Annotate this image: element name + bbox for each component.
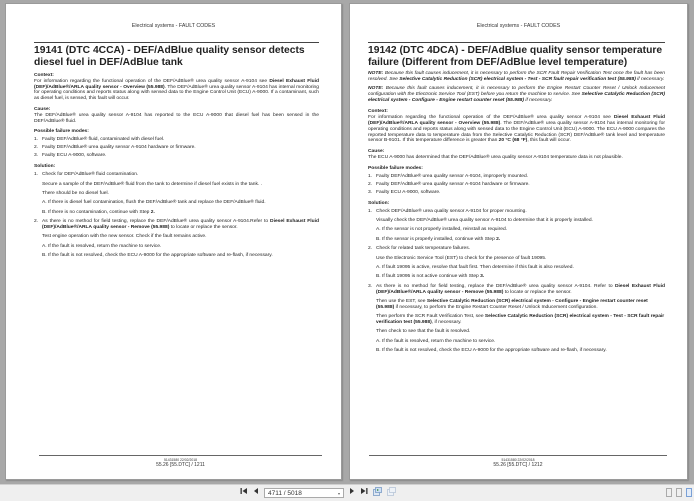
step-option-b: B. If the fault is not resolved, check the ECU A-9000 for the appropriate software and re-flash, if necessary. [376, 348, 607, 354]
step-option-a: A. If the fault is resolved, return the machine to service. [376, 338, 496, 344]
failure-mode-item: 2. Faulty DEF/AdBlue® urea quality sensor A-9104 hardware or firmware. [34, 145, 196, 151]
step-option-b: B. If fault 19095 is not active continue with Step 3. [376, 274, 485, 280]
failure-mode-item: 1. Faulty DEF/AdBlue® urea quality sensor A-9104, improperly mounted. [368, 173, 529, 179]
cause-text: The DEF/AdBlue® urea quality sensor A-9104 has reported to the ECU A-9000 that diesel fuel has been sensed in the DEF/AdBlue® fluid. [34, 112, 319, 124]
note-2: NOTE: Because this fault causes inducement, it is necessary to perform the Engine Restart Counter Reset / Unlock Inducement configuration with the Electronic Service Tool (EST) before you return the machine to service. See Selective Catalytic Reduction (SCR) electrical system - Configure - Engine restart counter reset (55.988) if necessary. [368, 86, 665, 103]
title-rule [34, 42, 319, 43]
restart-counter-link[interactable]: Selective Catalytic Reduction (SCR) electrical system - Configure - Engine restart counter reset (55.988) [368, 91, 665, 103]
solution-step-2: 2. Check for related tank temperature failures. [368, 246, 471, 252]
step-text: Use the Electronic Service Tool (EST) to check for the presence of fault 19095. [376, 255, 547, 261]
prev-page-icon[interactable] [253, 487, 259, 499]
verification-test-link[interactable]: Selective Catalytic Reduction (SCR) electrical system - Test - SCR fault repair verification test (55.988) [399, 76, 636, 82]
cause-heading: Cause: [368, 149, 385, 155]
context-text: For information regarding the functional operation of the DEF/AdBlue® urea quality sensor A-9104 see Diesel Exhaust Fluid (DEF)/AdBlue®/ARLA quality sensor - Overview (55.988). The DEF/AdBlue® urea quality sensor A-9104 has internal monitoring for operating conditions and reports status along with sensed data to the Engine Control Unit (ECU) A-9000. If a contaminant, such as diesel fuel, is sensed, this fault will occur. [34, 78, 319, 102]
page-title: 19141 (DTC 4CCA) - DEF/AdBlue quality sensor detects diesel fuel in DEF/AdBlue tank [34, 45, 305, 68]
single-page-view-icon[interactable] [666, 488, 672, 497]
running-head: Electrical systems - FAULT CODES [131, 23, 216, 29]
step-option-b: B. If the fault is not resolved, check the ECU A-9000 for the appropriate software and re-flash, if necessary. [42, 253, 273, 259]
solution-step-1: 1. Check for DEF/AdBlue® fluid contamination. [34, 172, 139, 178]
restart-counter-link[interactable]: Selective Catalytic Reduction (SCR) electrical system - Configure - Engine restart counter reset (55.988) [376, 298, 648, 310]
solution-step-3: 3. As there is no method for field testing, replace the DEF/AdBlue® urea quality sensor A-9104. Refer to Diesel Exhaust Fluid (DEF)/AdBlue®/ARLA quality sensor - Remove (55.988) to locate or replace the sensor. [368, 283, 665, 295]
step-option-a: A. If the fault is resolved, return the machine to service. [42, 243, 162, 249]
failure-mode-item: 2. Faulty DEF/AdBlue® urea quality sensor A-9104 hardware or firmware. [368, 181, 530, 187]
failure-mode-item: 1. Faulty DEF/AdBlue® fluid, contaminated with diesel fuel. [34, 137, 165, 143]
step-option-a: A. If there is diesel fuel contamination, flush the DEF/AdBlue® tank and replace the DEF/AdBlue® fluid. [42, 200, 266, 206]
last-page-icon[interactable] [360, 487, 368, 499]
cause-text: The ECU A-9000 has determined that the DEF/AdBlue® urea quality sensor A-9104 temperature data is not plausible. [368, 155, 623, 161]
footer-page-number: 55.26 [55.DTC] / 1212 [493, 462, 543, 468]
context-heading: Context: [34, 73, 54, 78]
first-page-icon[interactable] [240, 487, 248, 500]
title-rule [368, 42, 665, 43]
failure-modes-heading: Possible failure modes: [34, 129, 89, 135]
note-1: NOTE: Because this fault causes inducement, it is necessary to perform the SCR Fault Repair Verification Test once the fault has been resolved. See Selective Catalytic Reduction (SCR) electrical system - Test - SCR fault repair verification test (55.988) if necessary. [368, 71, 665, 82]
page-dropdown-icon[interactable]: ▾ [337, 491, 340, 496]
page-layout-controls [666, 488, 692, 497]
remove-link[interactable]: Diesel Exhaust Fluid (DEF)/AdBlue®/ARLA quality sensor - Remove (55.988) [376, 283, 665, 295]
footer-rule [39, 455, 322, 456]
failure-mode-item: 3. Faulty ECU A-9000, software. [368, 189, 441, 195]
context-heading: Context: [368, 109, 388, 115]
remove-link[interactable]: Diesel Exhaust Fluid (DEF)/AdBlue®/ARLA quality sensor - Remove (55.988) [42, 219, 319, 230]
step-text: Test engine operation with the new sensor. Check if the fault remains active. [42, 234, 207, 240]
continuous-view-icon[interactable] [676, 488, 682, 497]
step-text: Visually check the DEF/AdBlue® urea quality sensor A-9104 to determine that it is properly installed. [376, 217, 593, 223]
solution-step-2: 2. As there is no method for field testing, replace the DEF/AdBlue® urea quality sensor A-9104.Refer to Diesel Exhaust Fluid (DEF)/AdBlue®/ARLA quality sensor - Remove (55.988) to locate or replace the sensor. [34, 219, 319, 230]
solution-heading: Solution: [368, 200, 390, 206]
page-footer [39, 455, 322, 468]
step-option-a: A. If the sensor is not properly installed, reinstall as required. [376, 227, 508, 233]
footer-page-number: 55.26 [55.DTC] / 1211 [156, 462, 205, 468]
page-number-input[interactable]: 4711 / 5018 ▾ [264, 488, 344, 498]
solution-step-1: 1. Check DEF/AdBlue® urea quality sensor A-9104 for proper mounting. [368, 208, 527, 214]
footer-doc-id: 51431580 22/02/2018 [501, 458, 535, 462]
failure-modes-heading: Possible failure modes: [368, 165, 423, 171]
page-footer [369, 455, 667, 468]
footer-doc-id: 51431580 22/02/2018 [164, 458, 197, 462]
solution-heading: Solution: [34, 164, 56, 170]
step-text: Secure a sample of the DEF/AdBlue® fluid from the tank to determine if diesel fuel exists in the tank. . [42, 181, 262, 187]
cause-heading: Cause: [34, 106, 51, 112]
context-text: For information regarding the functional operation of the DEF/AdBlue® urea quality sensor A-9104 see Diesel Exhaust Fluid (DEF)/AdBlue®/ARLA quality sensor - Overview (55.988). The DEF/AdBlue® urea quality sensor A-9104 has internal monitoring for operating conditions and reports status along with sensed data to the Engine Control Unit (ECU) A-9000. The ECU A-9000 compares the reported temperature data to temperature data from the Selective Catalytic Reduction (SCR) DEF/AdBlue® tank level and temperature sensor B-9101. If this temperature difference is greater than 20 °C (68 °F), this fault will occur. [368, 115, 665, 144]
context-link[interactable]: Diesel Exhaust Fluid (DEF)/AdBlue®/ARLA quality sensor - Overview (55.988) [34, 78, 319, 90]
next-page-icon[interactable] [349, 487, 355, 499]
running-head: Electrical systems - FAULT CODES [476, 23, 561, 29]
pdf-page-left [5, 3, 342, 480]
step-text: Then check to see that the fault is resolved. [376, 329, 471, 335]
go-back-view-icon[interactable] [373, 487, 382, 500]
page-navigation [240, 487, 396, 499]
viewer-toolbar [0, 484, 694, 501]
step-option-b: B. If there is no contamination, continue with Step 2. [42, 209, 155, 215]
verification-test-link[interactable]: Selective Catalytic Reduction (SCR) electrical system - Test - SCR fault repair verification test (55.988) [376, 314, 665, 325]
page-title: 19142 (DTC 4DCA) - DEF/AdBlue quality sensor temperature failure (Different from DEF/AdBlue level temperature) [368, 45, 663, 68]
step-option-a: A. If fault 19095 is active, resolve that fault first. Then determine if this fault is also resolved. [376, 264, 574, 270]
context-link[interactable]: Diesel Exhaust Fluid (DEF)/AdBlue®/ARLA quality sensor - Overview (55.988) [368, 115, 665, 127]
two-page-view-icon[interactable] [686, 488, 692, 497]
step-text: Then perform the SCR Fault Verification Test, see Selective Catalytic Reduction (SCR) electrical system - Test - SCR fault repair verification test (55.988), if necessary. [376, 314, 665, 325]
go-forward-view-icon[interactable] [387, 487, 396, 500]
footer-rule [369, 455, 667, 456]
failure-mode-item: 3. Faulty ECU A-9000, software. [34, 153, 107, 159]
step-text: There should be no diesel fuel. [42, 190, 109, 196]
step-text: Then use the EST, see Selective Catalytic Reduction (SCR) electrical system - Configure - Engine restart counter reset (55.988) if necessary, to perform the Engine Restart Counter Reset / Unlock Inducement configuration. [376, 298, 648, 310]
pdf-page-right [349, 3, 688, 480]
step-option-b: B. If the sensor is properly installed, continue with Step 2. [376, 236, 501, 242]
